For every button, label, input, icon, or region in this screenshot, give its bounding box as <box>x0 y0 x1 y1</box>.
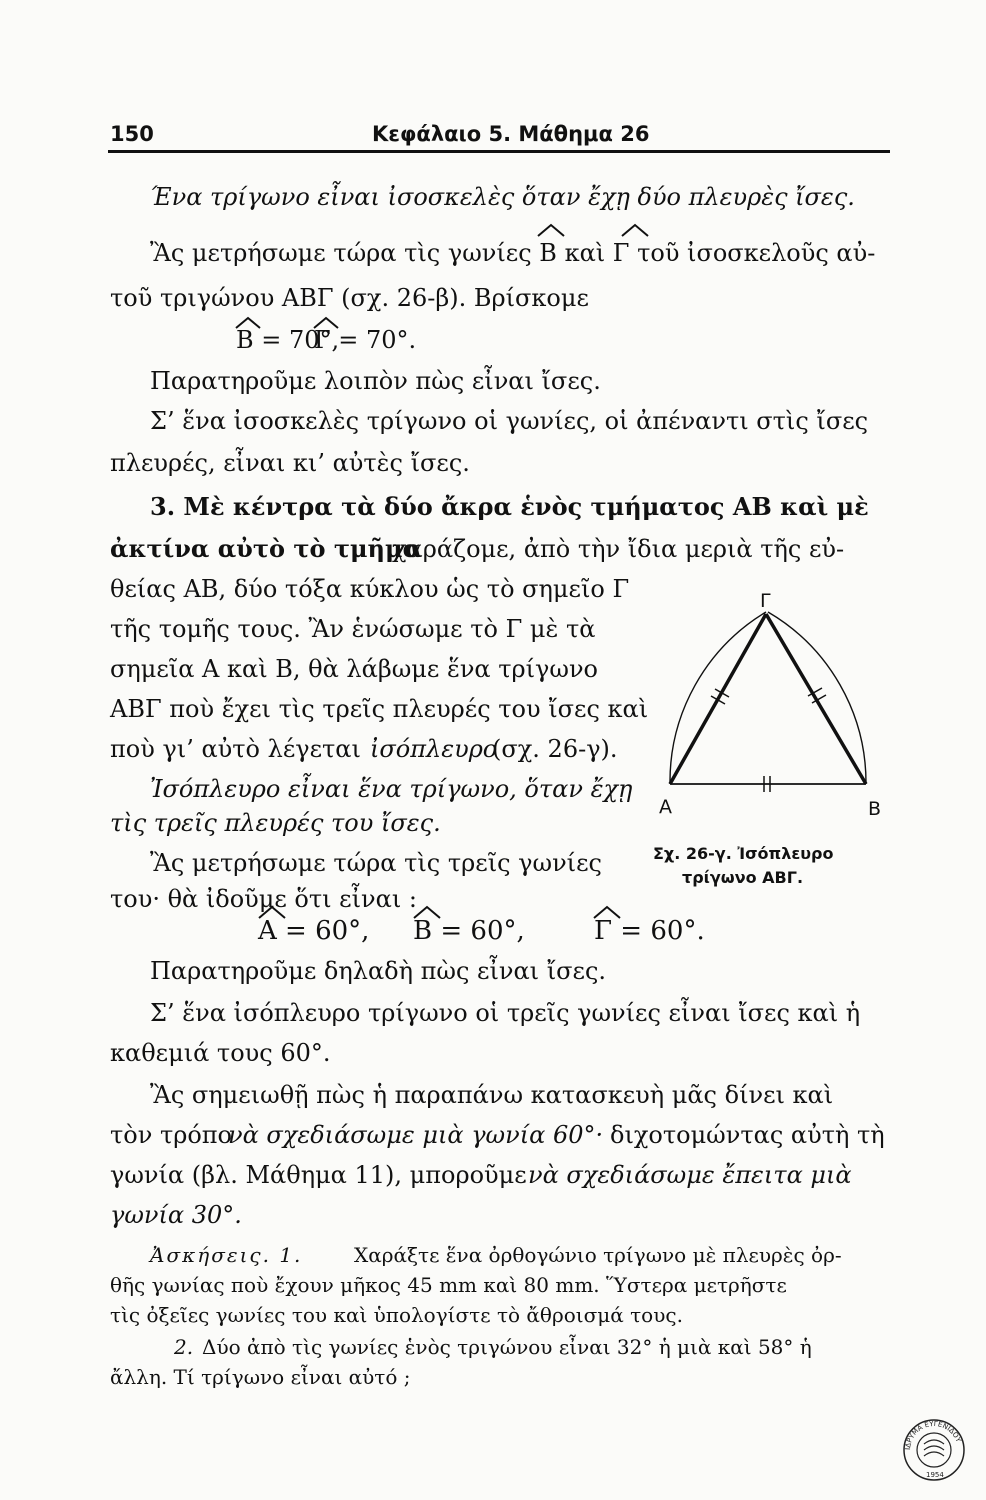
vertex-label-b: Β <box>868 798 882 820</box>
text-line-italic: ἰσόπλευρο <box>370 735 498 763</box>
text-line: τῆς τομῆς τους. Ἂν ἑνώσωμε τὸ Γ μὲ τὰ <box>110 615 596 643</box>
exercises-heading: Ἀσκήσεις. 1. <box>150 1243 303 1267</box>
text-line: Ἂς σημειωθῇ πὼς ἡ παραπάνω κατασκευὴ μᾶς δίνει καὶ <box>150 1081 834 1109</box>
text-line: καθεμιά τους 60°. <box>110 1039 331 1067</box>
foundation-stamp-icon <box>902 1418 966 1482</box>
text-line: ποὺ γι’ αὐτὸ λέγεται <box>110 735 361 763</box>
text-line: πλευρές, εἶναι κι’ αὐτὲς ἴσες. <box>110 449 470 477</box>
side-ag <box>670 614 766 784</box>
text-line-italic: γωνία 30°. <box>110 1201 242 1229</box>
text-line: (σχ. 26-γ). <box>492 735 618 763</box>
text-line-italic: νὰ σχεδιάσωμε ἔπειτα μιὰ <box>528 1161 852 1189</box>
figure-caption: Σχ. 26-γ. Ἰσόπλευρο <box>653 844 834 863</box>
text-line: ΑΒΓ ποὺ ἔχει τὶς τρεῖς πλευρές του ἴσες καὶ <box>110 695 649 723</box>
text-line-bold: 3. Μὲ κέντρα τὰ δύο ἄκρα ἑνὸς τμήματος ΑΒ καὶ μὲ <box>150 492 869 521</box>
exercise-text: Χαράξτε ἕνα ὀρθογώνιο τρίγωνο μὲ πλευρὲς ὀρ- <box>354 1243 842 1267</box>
text-line: Παρατηροῦμε λοιπὸν πὼς εἶναι ἴσες. <box>150 367 601 395</box>
equation-g70: Γ = 70°. <box>314 326 417 354</box>
page-number: 150 <box>110 122 154 146</box>
text-line: σημεῖα Α καὶ Β, θὰ λάβωμε ἕνα τρίγωνο <box>110 655 599 683</box>
definition-equilateral: τὶς τρεῖς πλευρές του ἴσες. <box>110 809 441 837</box>
svg-text:1954: 1954 <box>926 1471 944 1479</box>
figure-caption: τρίγωνο ΑΒΓ. <box>682 868 804 887</box>
text-line: διχοτομώντας αὐτὴ τὴ <box>610 1121 885 1149</box>
definition-equilateral: Ἰσόπλευρο εἶναι ἕνα τρίγωνο, ὅταν ἔχῃ <box>150 775 633 803</box>
text-line: του· θὰ ἰδοῦμε ὅτι εἶναι : <box>110 885 417 913</box>
vertex-label-g: Γ <box>760 590 771 612</box>
text-line: Ἂς μετρήσωμε τώρα τὶς γωνίες B καὶ Γ τοῦ ἰσοσκελοῦς αὐ- <box>150 239 876 267</box>
text-line: χαράζομε, ἀπὸ τὴν ἴδια μεριὰ τῆς εὐ- <box>392 535 845 563</box>
text-line: Παρατηροῦμε δηλαδὴ πὼς εἶναι ἴσες. <box>150 957 607 985</box>
angle-hat-g <box>620 222 650 238</box>
header-rule <box>108 150 890 153</box>
equation-g60: Γ = 60°. <box>594 916 705 946</box>
exercise-text: θῆς γωνίας ποὺ ἔχουν μῆκος 45 mm καὶ 80 mm. Ὕστερα μετρῆστε <box>110 1273 787 1297</box>
svg-text:ΙΔΡΥΜΑ ΕΥΓΕΝΙΔΟΥ: ΙΔΡΥΜΑ ΕΥΓΕΝΙΔΟΥ <box>903 1419 963 1451</box>
text-line: τὸν τρόπο <box>110 1121 233 1149</box>
definition-isosceles: Ένα τρίγωνο εἶναι ἰσοσκελὲς ὅταν ἔχῃ δύο πλευρὲς ἴσες. <box>150 183 855 211</box>
text-line: τοῦ τριγώνου ΑΒΓ (σχ. 26-β). Βρίσκομε <box>110 284 589 312</box>
side-gb <box>766 614 866 784</box>
text-line: Ἂς μετρήσωμε τώρα τὶς τρεῖς γωνίες <box>150 849 602 877</box>
vertex-label-a: Α <box>659 796 672 818</box>
equation-b70: B = 70°, <box>236 326 340 354</box>
figure-equilateral-triangle <box>660 590 900 810</box>
text-line: Σ’ ἕνα ἰσοσκελὲς τρίγωνο οἱ γωνίες, οἱ ἀπέναντι στὶς ἴσες <box>150 407 869 435</box>
text-line: γωνία (βλ. Μάθημα 11), μποροῦμε <box>110 1161 527 1189</box>
text-line-bold: ἀκτίνα αὐτὸ τὸ τμῆμα <box>110 534 422 563</box>
equation-a60: A = 60°, <box>258 916 370 946</box>
text-line-italic: νὰ σχεδιάσωμε μιὰ γωνία 60°· <box>228 1121 604 1149</box>
text-line: θείας ΑΒ, δύο τόξα κύκλου ὡς τὸ σημεῖο Γ <box>110 575 630 603</box>
exercise-number: 2. <box>174 1335 194 1359</box>
exercise-text: τὶς ὀξεῖες γωνίες του καὶ ὑπολογίστε τὸ ἄθροισμά τους. <box>110 1303 683 1327</box>
equation-b60: B = 60°, <box>413 916 525 946</box>
exercise-text: ἄλλη. Τί τρίγωνο εἶναι αὐτό ; <box>110 1365 411 1389</box>
exercise-text: Δύο ἀπὸ τὶς γωνίες ἑνὸς τριγώνου εἶναι 32° ἡ μιὰ καὶ 58° ἡ <box>202 1335 812 1359</box>
angle-hat-b <box>536 222 566 238</box>
chapter-title: Κεφάλαιο 5. Μάθημα 26 <box>372 122 650 146</box>
text-line: Σ’ ἕνα ἰσόπλευρο τρίγωνο οἱ τρεῖς γωνίες εἶναι ἴσες καὶ ἡ <box>150 999 861 1027</box>
